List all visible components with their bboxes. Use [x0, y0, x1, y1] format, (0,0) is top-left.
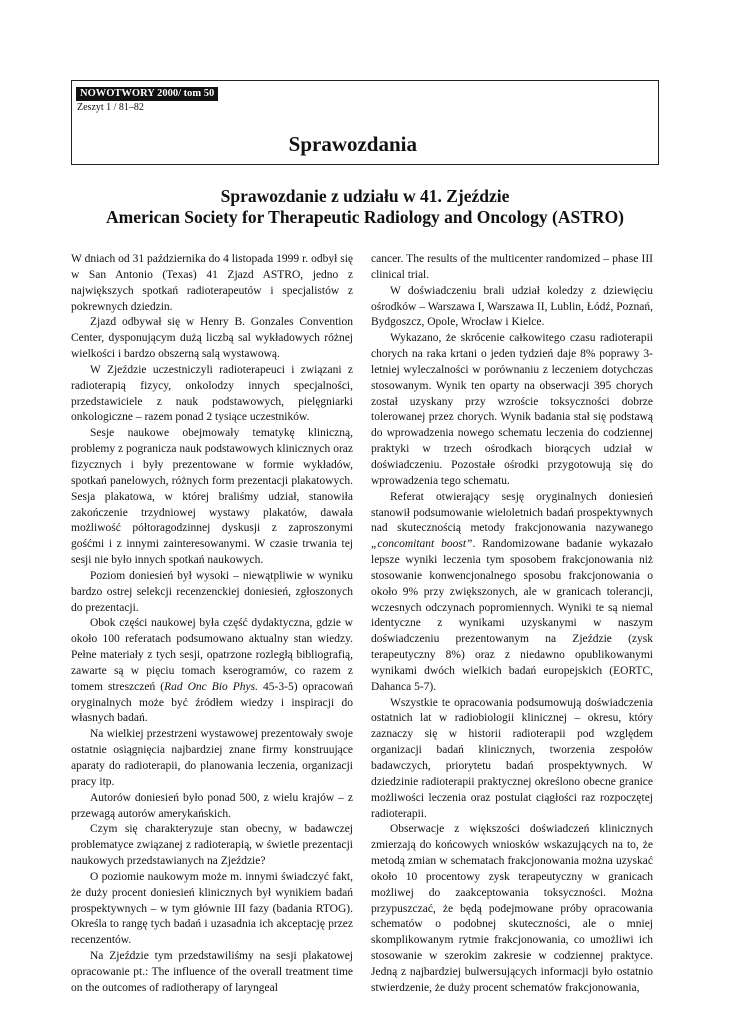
paragraph-text: Obok części naukowej była część dydaktyczna, gdzie w około 100 referatach podsumowano aktualny stan wiedzy. Pełne materiały z tych sesji, opatrzone rozległą bibliografią, zawarte są w pięciu tomach kserogramów, co razem z tomem streszczeń ( — [71, 617, 353, 693]
paragraph: Zjazd odbywał się w Henry B. Gonzales Convention Center, dysponującym dużą liczbą sal wykładowych różnej wielkości i bardzo obszerną salą wystawową. — [71, 316, 353, 361]
paragraph — [371, 490, 653, 696]
issue-line: Zeszyt 1 / 81–82 — [77, 102, 144, 113]
paragraph: Wykazano, że skrócenie całkowitego czasu radioterapii chorych na raka krtani o jeden tydzień daje 8% poprawy 3-letniej wyleczalności w porównaniu z leczeniem dotychczas stosowanym. Wynik ten oparty na obserwacji 395 chorych został uzyskany przy wzroście toksyczności dobrze tolerowanej przez chorych. Wynik badania stał się podstawą do wprowadzenia nowego schematu leczenia do codziennej praktyki w trzech ośrodkach biorących udział w doświadczeniu. Pozostałe ośrodki przygotowują się do wprowadzenia tego schematu. — [371, 332, 653, 487]
paragraph: W dniach od 31 października do 4 listopada 1999 r. odbył się w San Antonio (Texas) 41 Zjazd ASTRO, jedno z największych spotkań radioterapeutów i specjalistów z pokrewnych dziedzin. — [71, 253, 353, 313]
paragraph: O poziomie naukowym może m. innymi świadczyć fakt, że duży procent doniesień klinicznych był wynikiem badań prospektywnych – w tym głównie III fazy (badania RTOG). Określa to rangę tych badań i uzasadnia ich akceptację przez recenzentów. — [71, 870, 353, 947]
paragraph: Obserwacje z większości doświadczeń klinicznych zmierzają do końcowych wniosków wskazujących na to, że metodą zmian w schematach frakcjonowania można uzyskać około 10 procentowy zysk terapeutyczny w granicach możliwej do zaakceptowania toksyczności. Można przypuszczać, że będą podejmowane próby opracowania schematów o podobnej skuteczności, ale o mniej skomplikowanym rytmie frakcjonowania, co umożliwi ich stosowanie w szerokim zakresie w codziennej praktyce. Jedną z najbardziej bulwersujących informacji było ostatnio stwierdzenie, że duży procent schematów frakcjonowania, — [371, 823, 653, 994]
journal-header-box — [71, 80, 659, 165]
paragraph: Czym się charakteryzuje stan obecny, w badawczej problematyce związanej z radioterapią, w świetle prezentacji naukowych przedstawianych na Zjeździe? — [71, 823, 353, 868]
paragraph-text: Referat otwierający sesję oryginalnych doniesień stanowił podsumowanie wieloletnich badań prospektywnych nad skutecznością metody frakcjonowania nazywanego — [371, 490, 653, 535]
paragraph: Na wielkiej przestrzeni wystawowej prezentowały swoje ostatnie osiągnięcia najbardziej znane firmy konstruujące aparaty do radioterapii, do planowania leczenia, organizacji pracy itp. — [71, 728, 353, 788]
article-title — [71, 186, 659, 228]
paragraph: Poziom doniesień był wysoki – niewątpliwie w wyniku bardzo ostrej selekcji recenzenckiej doniesień, zgłoszonych do prezentacji. — [71, 569, 353, 614]
journal-badge: NOWOTWORY 2000/ tom 50 — [76, 87, 218, 101]
paragraph: Sesje naukowe obejmowały tematykę kliniczną, problemy z pogranicza nauk podstawowych klinicznych oraz fizycznych i były prezentowane w formie wykładów, spotkań panelowych, różnych form prezentacji plakatowych. Sesja plakatowa, w której braliśmy udział, stanowiła zakończenie trzydniowej wystawy plakatów, dawała możliwość półtoragodzinnej dyskusji z zaproszonymi gośćmi i z innymi zainteresowanymi. W czasie trwania tej sesji nie było innych spotkań naukowych. — [71, 427, 353, 567]
paragraph: Wszystkie te opracowania podsumowują doświadczenia ostatnich lat w radiobiologii klinicznej – okresu, który zaznaczy się w historii radioterapii pod względem organizacji badań klinicznych, tworzenia zespołów badawczych, priorytetu badań prospektywnych. W dziedzinie radioterapii praktycznej określono obecne granice możliwości leczenia oraz postulat ciągłości raz rozpoczętej radioterapii. — [371, 696, 653, 820]
section-title: Sprawozdania — [288, 132, 417, 156]
right-column — [371, 252, 653, 997]
italic-term: „concomitant boost” — [371, 538, 473, 551]
journal-reference: Rad Onc Bio Phys. — [164, 680, 259, 693]
paragraph-text: 45-3-5) opracowań oryginalnych może być źródłem wiedzy i inspiracji do własnych badań. — [71, 680, 353, 725]
paragraph: cancer. The results of the multicenter randomized – phase III clinical trial. — [371, 253, 653, 281]
article-title-line-1: Sprawozdanie z udziału w 41. Zjeździe — [220, 186, 510, 206]
left-column — [71, 252, 353, 997]
paragraph-text: . Randomizowane badanie wykazało lepsze wyniki leczenia tym sposobem frakcjonowania niż stosowanie konwencjonalnego sposobu frakcjonowania o około 9% przy zwiększonych, ale w granicach tolerancji, wczesnych odczynach popromiennych. Wyniki te są niemal identyczne z wynikami uzyskanymi w naszym doświadczeniu prezentowanym na Zjeździe (zysk terapeutyczny 8%) oraz z niedawno opublikowanymi wynikami dwóch wielkich badań europejskich (EORTC, Dahanca 5-7). — [371, 538, 654, 693]
paragraph: Autorów doniesień było ponad 500, z wielu krajów – z przewagą autorów amerykańskich. — [71, 791, 353, 820]
paragraph: Na Zjeździe tym przedstawiliśmy na sesji plakatowej opracowanie pt.: The influence of the overall treatment time on the outcomes of radiotherapy of laryngeal — [71, 950, 353, 994]
paragraph — [71, 616, 353, 727]
paragraph: W doświadczeniu brali udział koledzy z dziewięciu ośrodków – Warszawa I, Warszawa II, Lublin, Łódź, Poznań, Bydgoszcz, Opole, Wrocław i Kielce. — [371, 284, 653, 329]
article-title-line-2: American Society for Therapeutic Radiology and Oncology (ASTRO) — [105, 207, 625, 227]
paragraph: W Zjeździe uczestniczyli radioterapeuci i związani z radioterapią fizycy, onkolodzy innych specjalności, przedstawiciele z nauk podstawowych, pielęgniarki onkologiczne – razem ponad 2 tysiące uczestników. — [71, 363, 353, 424]
